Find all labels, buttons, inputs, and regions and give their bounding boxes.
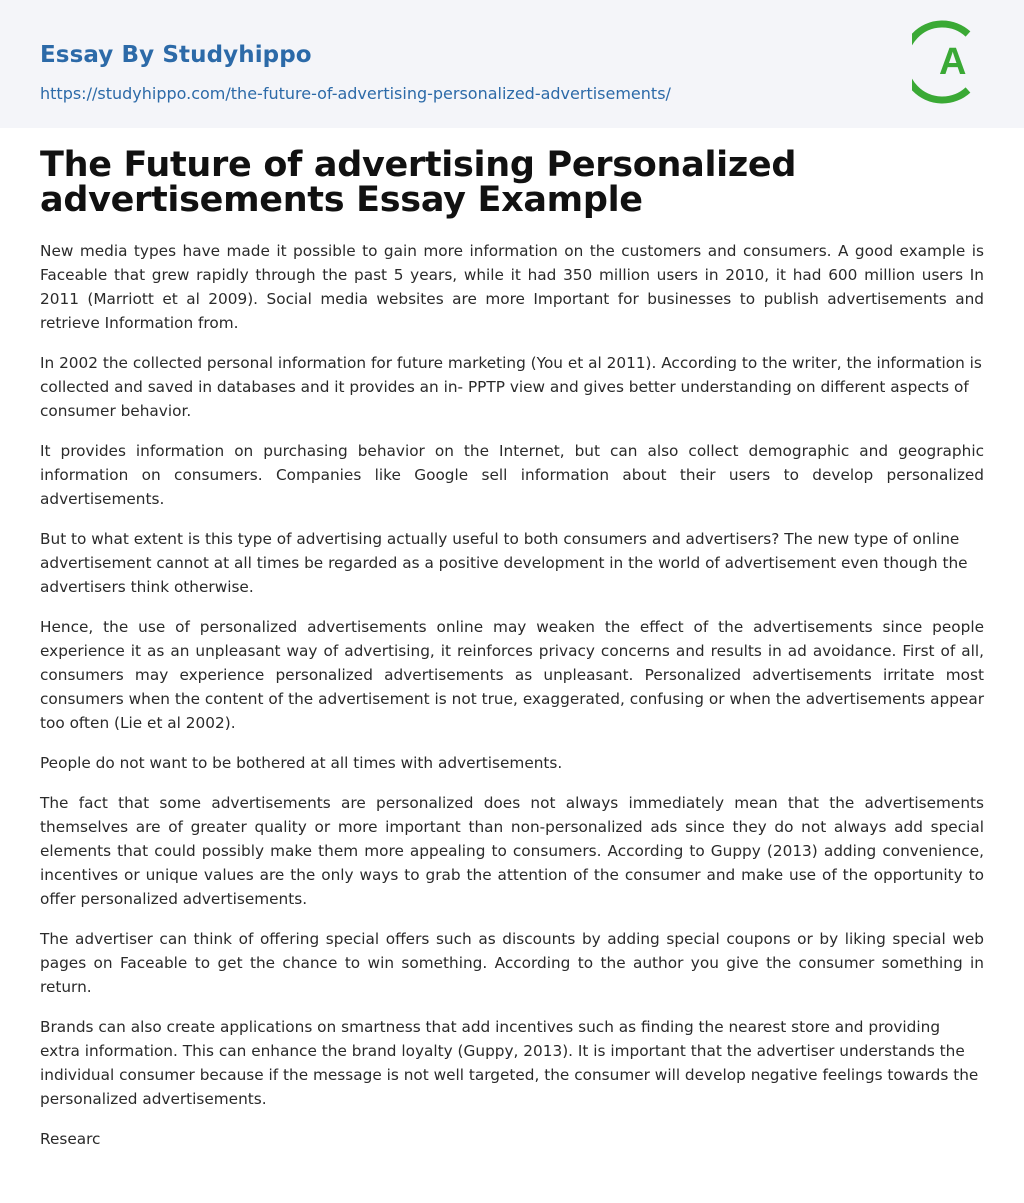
studyhippo-logo-icon[interactable] <box>912 18 988 106</box>
essay-paragraph: Brands can also create applications on smartness that add incentives such as finding the nearest store and providing extra information. This can enhance the brand loyalty (Guppy, 2013). It is important that the advertiser understands the individual consumer because if the message is not well targeted, the consumer will develop negative feelings towards the personalized advertisements. <box>40 1018 979 1108</box>
site-header <box>0 0 1024 128</box>
essay-paragraph: It provides information on purchasing behavior on the Internet, but can also collect demographic and geographic information on consumers. Companies like Google sell information about their users to develop personalized advertisements. <box>40 442 984 508</box>
essay-paragraph: New media types have made it possible to gain more information on the customers and consumers. A good example is Faceable that grew rapidly through the past 5 years, while it had 350 million users in 2010, it had 600 million users In 2011 (Marriott et al 2009). Social media websites are more Important for businesses to publish advertisements and retrieve Information from. <box>40 242 984 332</box>
page-title: The Future of advertising Personalized advertisements Essay Example <box>40 145 797 220</box>
essay-paragraph: People do not want to be bothered at all times with advertisements. <box>40 754 563 772</box>
site-brand[interactable]: Essay By Studyhippo <box>40 42 312 68</box>
essay-paragraph: In 2002 the collected personal information for future marketing (You et al 2011). According to the writer, the information is collected and saved in databases and it provides an in- PPTP view and gives better understanding on different aspects of consumer behavior. <box>40 354 982 420</box>
essay-paragraph-truncated: Researc <box>40 1130 101 1148</box>
essay-paragraph: The advertiser can think of offering special offers such as discounts by adding special coupons or by liking special web pages on Faceable to get the chance to win something. According to the author you give the consumer something in return. <box>40 930 984 996</box>
essay-content <box>0 145 1024 1151</box>
essay-paragraph: But to what extent is this type of advertising actually useful to both consumers and advertisers? The new type of online advertisement cannot at all times be regarded as a positive development in the world of advertisement even though the advertisers think otherwise. <box>40 530 968 596</box>
essay-paragraph: The fact that some advertisements are personalized does not always immediately mean that the advertisements themselves are of greater quality or more important than non-personalized ads since they do not always add special elements that could possibly make them more appealing to consumers. According to Guppy (2013) adding convenience, incentives or unique values are the only ways to grab the attention of the consumer and make use of the opportunity to offer personalized advertisements. <box>40 794 984 908</box>
essay-url-link[interactable]: https://studyhippo.com/the-future-of-advertising-personalized-advertisements/ <box>40 84 671 103</box>
logo-letter: A <box>939 41 967 83</box>
essay-paragraph: Hence, the use of personalized advertisements online may weaken the effect of the advertisements since people experience it as an unpleasant way of advertising, it reinforces privacy concerns and results in ad avoidance. First of all, consumers may experience personalized advertisements as unpleasant. Personalized advertisements irritate most consumers when the content of the advertisement is not true, exaggerated, confusing or when the advertisements appear too often (Lie et al 2002). <box>40 618 984 732</box>
